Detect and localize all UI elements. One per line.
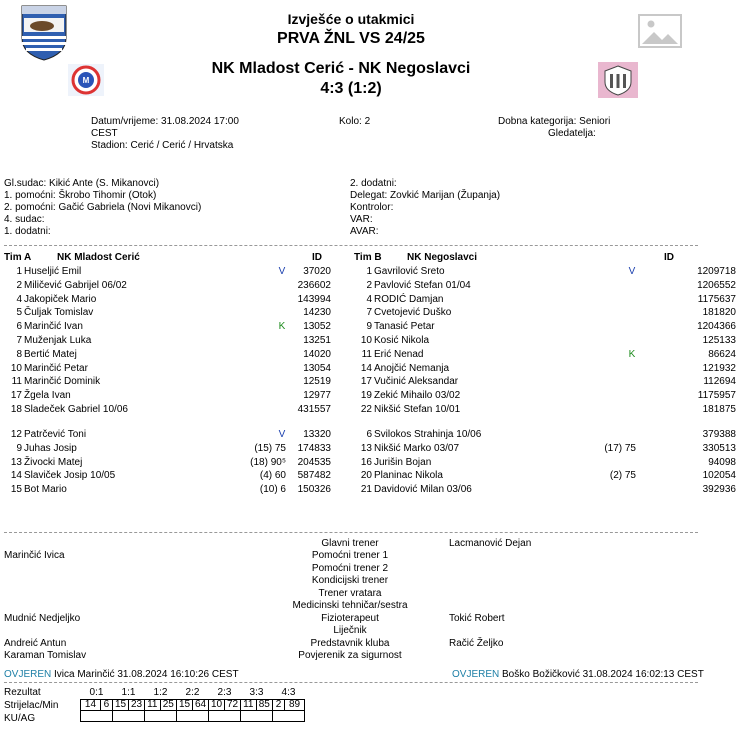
player-name: Zekić Mihailo 03/02 bbox=[374, 390, 461, 402]
ku-ag-cell bbox=[81, 710, 113, 721]
player-name: Bot Mario bbox=[24, 484, 67, 496]
player-id: 392936 bbox=[702, 484, 736, 496]
player-number: 18 bbox=[10, 404, 22, 415]
player-id: 14020 bbox=[303, 348, 331, 360]
player-id: 379388 bbox=[702, 429, 736, 440]
svg-text:M: M bbox=[82, 76, 90, 85]
official-line: 2. pomoćni: Gačić Gabriela (Novi Mikanovci) bbox=[4, 202, 202, 213]
player-id: 112694 bbox=[703, 376, 736, 388]
staff-role: Glavni trener bbox=[321, 538, 379, 549]
player-name: Žgela Ivan bbox=[24, 390, 71, 402]
player-name: Pavlović Stefan 01/04 bbox=[374, 279, 471, 291]
player-number: 22 bbox=[360, 404, 372, 415]
player-id: 181875 bbox=[702, 404, 736, 415]
player-id: 13251 bbox=[303, 335, 331, 346]
player-id: 13320 bbox=[303, 429, 331, 440]
player-row bbox=[350, 484, 736, 496]
official-line: Gl.sudac: Kikić Ante (S. Mikanovci) bbox=[4, 178, 160, 189]
player-id: 143994 bbox=[297, 293, 331, 305]
player-number: 10 bbox=[10, 362, 22, 374]
match-stadium: Stadion: Cerić / Cerić / Hrvatska bbox=[91, 140, 234, 151]
player-id: 1206552 bbox=[697, 279, 736, 291]
goalkeeper-marker: V bbox=[278, 429, 286, 440]
player-row bbox=[0, 443, 350, 455]
divider bbox=[4, 682, 698, 683]
official-line: AVAR: bbox=[350, 226, 379, 237]
player-name: Nikšić Marko 03/07 bbox=[374, 442, 460, 454]
official-line: VAR: bbox=[350, 214, 373, 225]
player-row bbox=[350, 293, 736, 306]
substitution-info: (4) 60 bbox=[259, 470, 286, 482]
match-round: Kolo: 2 bbox=[339, 116, 371, 127]
goal-minute: 25 bbox=[160, 699, 176, 710]
player-id: 37020 bbox=[303, 266, 331, 277]
staff-role: Medicinski tehničar/sestra bbox=[292, 600, 408, 611]
team-b-name: NK Negoslavci bbox=[407, 252, 478, 263]
player-number: 7 bbox=[16, 335, 22, 346]
goalkeeper-marker: V bbox=[628, 266, 636, 277]
team-a-name: NK Mladost Cerić bbox=[57, 252, 140, 263]
substitution-info: (2) 75 bbox=[609, 470, 636, 482]
player-number: 4 bbox=[366, 293, 372, 305]
official-line: 4. sudac: bbox=[4, 214, 45, 225]
goal-scorer-number: 11 bbox=[145, 699, 161, 710]
player-row bbox=[0, 294, 350, 306]
player-row bbox=[350, 404, 736, 416]
goal-score: 3:3 bbox=[249, 687, 264, 699]
player-id: 125133 bbox=[702, 335, 736, 346]
goal-scorer-number: 2 bbox=[273, 699, 285, 710]
ku-ag-cell bbox=[209, 710, 241, 721]
player-name: Jakopiček Mario bbox=[24, 293, 97, 305]
player-row bbox=[350, 266, 736, 278]
player-id: 86624 bbox=[708, 348, 736, 360]
staff-role: Kondicijski trener bbox=[311, 575, 389, 586]
scorers-label: Strijelac/Min bbox=[4, 700, 59, 711]
player-number: 2 bbox=[16, 279, 22, 291]
player-row bbox=[0, 376, 350, 388]
staff-away-name: Račić Željko bbox=[449, 638, 504, 649]
goal-minute: 23 bbox=[129, 699, 145, 710]
goal-scorer-number: 14 bbox=[81, 699, 101, 710]
player-name: Vučinić Aleksandar bbox=[374, 376, 459, 388]
player-number: 9 bbox=[16, 442, 22, 454]
player-row bbox=[0, 349, 350, 361]
goal-minute: 89 bbox=[285, 699, 305, 710]
goal-scorer-number: 15 bbox=[177, 699, 193, 710]
player-row bbox=[350, 335, 736, 347]
player-number: 14 bbox=[10, 470, 22, 482]
match-timezone: CEST bbox=[91, 128, 118, 139]
captain-marker: K bbox=[278, 321, 286, 333]
goal-score: 4:3 bbox=[281, 687, 296, 699]
player-row bbox=[350, 442, 736, 455]
official-line: Kontrolor: bbox=[350, 202, 394, 213]
spectators: Gledatelja: bbox=[548, 128, 596, 139]
player-row bbox=[350, 429, 736, 441]
goal-score: 1:1 bbox=[121, 687, 136, 699]
player-number: 20 bbox=[360, 470, 372, 482]
player-row bbox=[0, 266, 350, 278]
team-a-label: Tim A bbox=[4, 252, 32, 263]
substitution-info: (18) 90⁵ bbox=[250, 456, 286, 468]
player-row bbox=[350, 279, 736, 292]
player-number: 13 bbox=[360, 442, 372, 454]
team-b-id-header: ID bbox=[664, 252, 674, 263]
goal-minute: 72 bbox=[225, 699, 241, 710]
player-number: 5 bbox=[16, 307, 22, 319]
official-line: 1. dodatni: bbox=[4, 226, 51, 237]
player-number: 19 bbox=[360, 390, 372, 402]
match-datetime: Datum/vrijeme: 31.08.2024 17:00 bbox=[91, 116, 239, 127]
player-number: 17 bbox=[10, 390, 22, 402]
player-number: 6 bbox=[16, 321, 22, 333]
player-number: 16 bbox=[360, 456, 372, 468]
ku-ag-cell bbox=[273, 710, 305, 721]
player-id: 431557 bbox=[297, 404, 331, 415]
player-row bbox=[350, 390, 736, 402]
staff-home-name: Andreić Antun bbox=[4, 638, 67, 649]
player-name: Marinčić Ivan bbox=[24, 321, 83, 333]
player-id: 204535 bbox=[297, 456, 331, 468]
player-row bbox=[0, 280, 350, 292]
player-name: Juhas Josip bbox=[24, 442, 77, 454]
competition-title: PRVA ŽNL VS 24/25 bbox=[277, 30, 425, 47]
player-name: Planinac Nikola bbox=[374, 470, 443, 482]
player-name: Svilokos Strahinja 10/06 bbox=[374, 429, 482, 440]
ku-ag-cell bbox=[177, 710, 209, 721]
goal-score: 0:1 bbox=[89, 687, 104, 699]
player-name: Muženjak Luka bbox=[24, 335, 92, 346]
player-id: 174833 bbox=[297, 442, 331, 454]
player-id: 13052 bbox=[303, 321, 331, 333]
player-number: 15 bbox=[10, 484, 22, 496]
player-name: Marinčić Petar bbox=[24, 362, 88, 374]
player-row bbox=[0, 470, 350, 482]
staff-away-name: Tokić Robert bbox=[449, 613, 505, 624]
match-teams: NK Mladost Cerić - NK Negoslavci bbox=[211, 60, 471, 77]
player-row bbox=[0, 484, 350, 496]
player-number: 6 bbox=[366, 429, 372, 440]
verification-home: OVJEREN Ivica Marinčić 31.08.2024 16:10:26 CEST bbox=[4, 669, 239, 680]
player-id: 1204366 bbox=[697, 321, 736, 333]
player-row bbox=[0, 335, 350, 347]
substitution-info: (10) 6 bbox=[259, 484, 286, 496]
staff-role: Povjerenik za sigurnost bbox=[298, 650, 402, 661]
player-number: 17 bbox=[360, 376, 372, 388]
player-number: 14 bbox=[360, 362, 372, 374]
staff-home-name: Marinčić Ivica bbox=[4, 550, 65, 561]
staff-role: Trener vratara bbox=[318, 588, 382, 599]
player-row bbox=[0, 321, 350, 333]
team-a-id-header: ID bbox=[312, 252, 322, 263]
staff-home-name: Mudnić Nedjeljko bbox=[4, 613, 81, 624]
staff-home-name: Karaman Tomislav bbox=[4, 650, 87, 661]
player-name: Gavrilović Sreto bbox=[374, 266, 445, 277]
goal-scorer-number: 15 bbox=[113, 699, 129, 710]
substitution-info: (17) 75 bbox=[604, 442, 636, 454]
results-label: Rezultat bbox=[4, 687, 41, 698]
official-line: 1. pomoćni: Škrobo Tihomir (Otok) bbox=[4, 190, 157, 201]
player-id: 121932 bbox=[702, 362, 736, 374]
player-number: 7 bbox=[366, 307, 372, 319]
goal-minute: 64 bbox=[193, 699, 209, 710]
staff-role: Liječnik bbox=[333, 625, 367, 636]
player-row bbox=[350, 376, 736, 388]
goal-score: 2:2 bbox=[185, 687, 200, 699]
player-row bbox=[0, 390, 350, 402]
player-id: 12519 bbox=[303, 376, 331, 388]
player-row bbox=[0, 429, 350, 441]
player-number: 1 bbox=[366, 266, 372, 277]
player-name: Miličević Gabrijel 06/02 bbox=[24, 279, 127, 291]
player-row bbox=[350, 362, 736, 375]
player-id: 13054 bbox=[303, 362, 331, 374]
player-name: Sladeček Gabriel 10/06 bbox=[24, 404, 128, 415]
ku-ag-cell bbox=[113, 710, 145, 721]
player-id: 330513 bbox=[702, 442, 736, 454]
player-id: 14230 bbox=[303, 307, 331, 319]
captain-marker: K bbox=[628, 348, 636, 360]
divider bbox=[4, 245, 698, 246]
goal-timeline bbox=[80, 688, 305, 722]
player-row bbox=[0, 363, 350, 375]
player-id: 102054 bbox=[702, 470, 736, 482]
player-name: RODIĆ Damjan bbox=[374, 293, 444, 305]
official-line: Delegat: Zovkić Marijan (Županja) bbox=[350, 190, 501, 201]
player-id: 1175957 bbox=[697, 390, 736, 402]
player-name: Anojčić Nemanja bbox=[374, 362, 450, 374]
player-number: 12 bbox=[10, 429, 22, 440]
player-id: 94098 bbox=[708, 456, 736, 468]
player-name: Erić Nenad bbox=[374, 348, 424, 360]
player-number: 13 bbox=[10, 456, 22, 468]
player-row bbox=[0, 457, 350, 469]
player-name: Huseljić Emil bbox=[24, 266, 82, 277]
staff-role: Pomoćni trener 1 bbox=[311, 550, 389, 561]
divider bbox=[4, 532, 698, 533]
player-number: 10 bbox=[360, 335, 372, 346]
player-row bbox=[0, 404, 350, 416]
goal-score: 1:2 bbox=[153, 687, 168, 699]
player-id: 1209718 bbox=[697, 266, 736, 277]
player-name: Patrčević Toni bbox=[24, 429, 87, 440]
substitution-info: (15) 75 bbox=[254, 442, 286, 454]
player-row bbox=[350, 456, 736, 469]
player-id: 1175637 bbox=[697, 293, 736, 305]
player-name: Cvetojević Duško bbox=[374, 307, 452, 319]
player-number: 11 bbox=[361, 348, 372, 360]
ku-ag-cell bbox=[241, 710, 273, 721]
player-row bbox=[350, 307, 736, 319]
player-id: 587482 bbox=[297, 470, 331, 482]
goal-scorer-number: 11 bbox=[241, 699, 257, 710]
staff-role: Fizioterapeut bbox=[321, 613, 379, 624]
match-score: 4:3 (1:2) bbox=[320, 80, 382, 97]
age-category: Dobna kategorija: Seniori bbox=[498, 116, 611, 127]
player-number: 11 bbox=[11, 376, 22, 388]
player-row bbox=[350, 470, 736, 482]
ku-ag-cell bbox=[145, 710, 177, 721]
report-title: Izvješće o utakmici bbox=[287, 11, 415, 27]
verification-away: OVJEREN Boško Božičković 31.08.2024 16:02:13 CEST bbox=[452, 669, 704, 680]
player-number: 2 bbox=[366, 279, 372, 291]
player-name: Bertić Matej bbox=[24, 348, 77, 360]
official-line: 2. dodatni: bbox=[350, 178, 397, 189]
verified-badge: OVJEREN bbox=[452, 669, 500, 680]
player-number: 4 bbox=[16, 293, 22, 305]
player-name: Slaviček Josip 10/05 bbox=[24, 470, 116, 482]
ku-ag-label: KU/AG bbox=[4, 713, 36, 724]
player-name: Davidović Milan 03/06 bbox=[374, 484, 472, 496]
player-row bbox=[350, 321, 736, 333]
player-name: Tanasić Petar bbox=[374, 321, 435, 333]
verified-badge: OVJEREN bbox=[4, 669, 52, 680]
player-name: Kosić Nikola bbox=[374, 335, 430, 346]
player-number: 21 bbox=[360, 484, 372, 496]
player-number: 9 bbox=[366, 321, 372, 333]
player-id: 181820 bbox=[702, 307, 736, 319]
player-name: Marinčić Dominik bbox=[24, 376, 101, 388]
player-number: 8 bbox=[16, 348, 22, 360]
player-row bbox=[0, 307, 350, 319]
player-id: 150326 bbox=[297, 484, 331, 496]
player-name: Čuljak Tomislav bbox=[24, 307, 94, 319]
player-number: 1 bbox=[16, 266, 22, 277]
player-name: Živocki Matej bbox=[24, 456, 83, 468]
player-name: Nikšić Stefan 10/01 bbox=[374, 404, 461, 415]
goal-score: 2:3 bbox=[217, 687, 232, 699]
staff-away-name: Lacmanović Dejan bbox=[449, 538, 532, 549]
player-id: 236602 bbox=[297, 279, 331, 291]
goal-minute: 6 bbox=[100, 699, 112, 710]
staff-role: Pomoćni trener 2 bbox=[311, 563, 389, 574]
goal-minute: 85 bbox=[256, 699, 272, 710]
player-name: Jurišin Bojan bbox=[374, 456, 432, 468]
staff-role: Predstavnik kluba bbox=[310, 638, 390, 649]
goal-scorer-number: 10 bbox=[209, 699, 225, 710]
goalkeeper-marker: V bbox=[278, 266, 286, 277]
player-row bbox=[350, 348, 736, 361]
player-id: 12977 bbox=[303, 390, 331, 402]
team-b-label: Tim B bbox=[354, 252, 382, 263]
